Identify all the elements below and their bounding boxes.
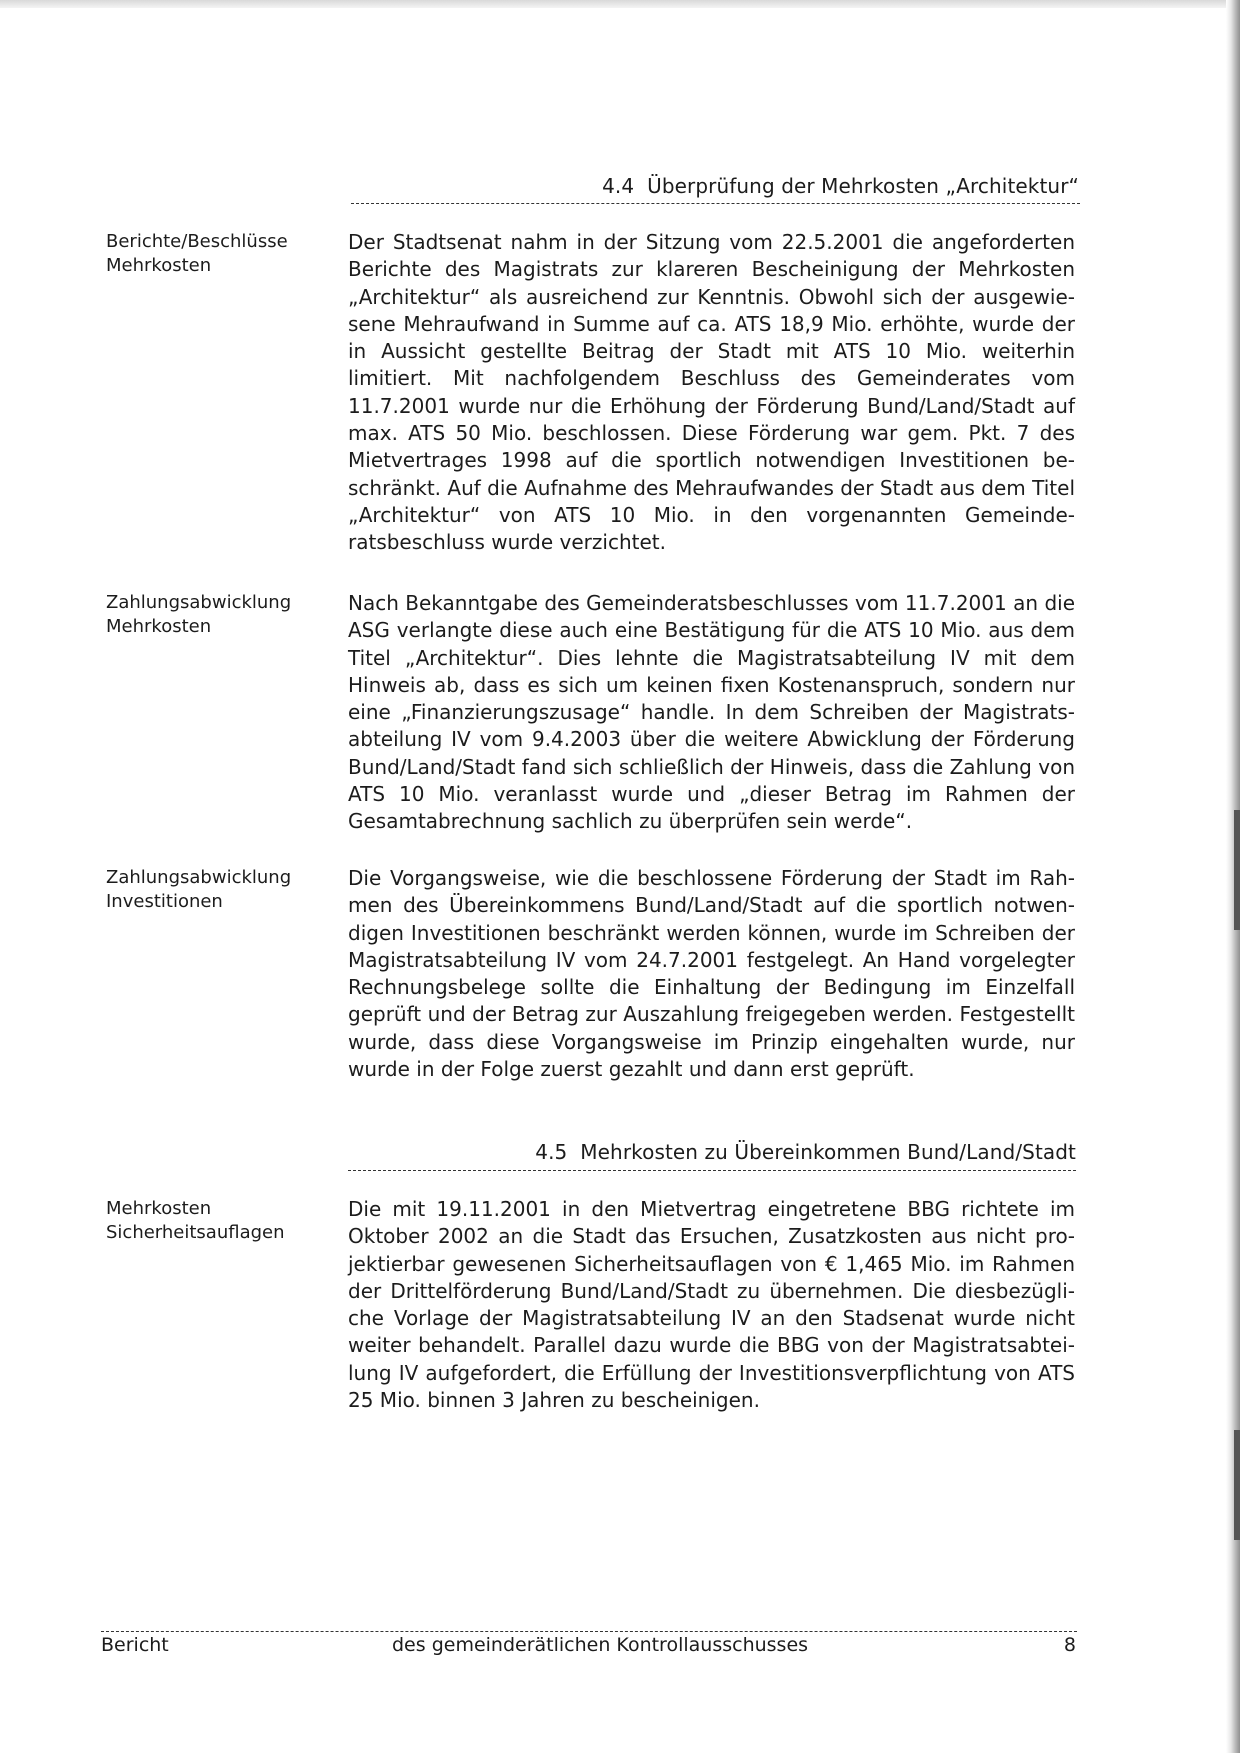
margin-note-zahlung-mehrkosten bbox=[106, 591, 336, 639]
section-divider bbox=[351, 203, 1080, 204]
margin-note-line: Zahlungsabwicklung bbox=[106, 592, 292, 613]
footer-divider bbox=[101, 1631, 1077, 1632]
margin-note-line: Investitionen bbox=[106, 891, 223, 912]
section-title: Überprüfung der Mehrkosten „Architektur“ bbox=[647, 174, 1079, 198]
section-title: Mehrkosten zu Übereinkommen Bund/Land/Stadt bbox=[580, 1140, 1076, 1164]
footer-left: Bericht bbox=[101, 1634, 169, 1656]
margin-note-line: Mehrkosten bbox=[106, 616, 212, 637]
section-heading-4-5 bbox=[535, 1140, 1076, 1164]
paragraph-zahlung-investitionen: Die Vorgangsweise, wie die beschlossene Förderung der Stadt im Rahmen des Übereinkommens Bund/Land/Stadt auf die sportlich notwendigen Investitionen beschränkt werden können, wurde im Schreiben der Magistratsabteilung IV vom 24.7.2001 festgelegt. An Hand vorgelegter Rechnungsbelege sollte die Einhaltung der Bedingung im Einzelfall geprüft und der Betrag zur Auszahlung freigegeben werden. Festgestellt wurde, dass diese Vorgangsweise im Prinzip eingehalten wurde, nur wurde in der Folge zuerst gezahlt und dann erst geprüft. bbox=[348, 866, 1075, 1082]
section-heading-4-4 bbox=[602, 174, 1079, 198]
margin-note-line: Mehrkosten bbox=[106, 1198, 212, 1219]
margin-note-berichte bbox=[106, 230, 336, 278]
paragraph-sicherheitsauflagen: Die mit 19.11.2001 in den Mietvertrag eingetretene BBG richtete im Oktober 2002 an die Stadt das Ersuchen, Zusatzkosten aus nicht projektierbar gewesenen Sicherheitsauflagen von € 1,465 Mio. im Rahmen der Drittelförderung Bund/Land/Stadt zu übernehmen. Die diesbezügliche Vorlage der Magistratsabteilung IV an den Stadsenat wurde nicht weiter behandelt. Parallel dazu wurde die BBG von der Magistratsabteilung IV aufgefordert, die Erfüllung der Investitionsverpflichtung von ATS 25 Mio. binnen 3 Jahren zu bescheinigen. bbox=[348, 1197, 1075, 1413]
footer-center: des gemeinderätlichen Kontrollausschusses bbox=[392, 1634, 809, 1656]
section-number: 4.4 bbox=[602, 174, 635, 198]
page-number: 8 bbox=[1063, 1634, 1076, 1656]
margin-note-sicherheitsauflagen bbox=[106, 1197, 336, 1245]
section-divider bbox=[348, 1170, 1076, 1171]
margin-note-line: Berichte/Beschlüsse bbox=[106, 231, 288, 252]
paragraph-berichte: Der Stadtsenat nahm in der Sitzung vom 22.5.2001 die angeforderten Berichte des Magistrats zur klareren Bescheinigung der Mehrkosten „Architektur“ als ausreichend zur Kenntnis. Obwohl sich der ausgewiesene Mehraufwand in Summe auf ca. ATS 18,9 Mio. erhöhte, wurde der in Aussicht gestellte Beitrag der Stadt mit ATS 10 Mio. weiterhin limitiert. Mit nachfolgendem Beschluss des Gemeinderates vom 11.7.2001 wurde nur die Erhöhung der Förderung Bund/Land/Stadt auf max. ATS 50 Mio. beschlossen. Diese Förderung war gem. Pkt. 7 des Mietvertrages 1998 auf die sportlich notwendigen Investitionen beschränkt. Auf die Aufnahme des Mehraufwandes der Stadt aus dem Titel „Architektur“ von ATS 10 Mio. in den vorgenannten Gemeinderatsbeschluss wurde verzichtet. bbox=[348, 230, 1075, 555]
margin-note-line: Sicherheitsauflagen bbox=[106, 1222, 285, 1243]
scan-shadow-mark bbox=[1234, 810, 1240, 930]
scan-edge-top bbox=[0, 0, 1240, 8]
scan-shadow-mark bbox=[1234, 1430, 1240, 1540]
section-number: 4.5 bbox=[535, 1140, 568, 1164]
margin-note-line: Mehrkosten bbox=[106, 255, 212, 276]
paragraph-zahlung-mehrkosten: Nach Bekanntgabe des Gemeinderatsbeschlusses vom 11.7.2001 an die ASG verlangte diese auch eine Bestätigung für die ATS 10 Mio. aus dem Titel „Architektur“. Dies lehnte die Magistratsabteilung IV mit dem Hinweis ab, dass es sich um keinen fixen Kostenanspruch, sondern nur eine „Finanzierungszusage“ handle. In dem Schreiben der Magistratsabteilung IV vom 9.4.2003 über die weitere Abwicklung der Förderung Bund/Land/Stadt fand sich schließlich der Hinweis, dass die Zahlung von ATS 10 Mio. veranlasst wurde und „dieser Betrag im Rahmen der Gesamtabrechnung sachlich zu überprüfen sein werde“. bbox=[348, 591, 1075, 834]
margin-note-line: Zahlungsabwicklung bbox=[106, 867, 292, 888]
margin-note-zahlung-investitionen bbox=[106, 866, 336, 914]
